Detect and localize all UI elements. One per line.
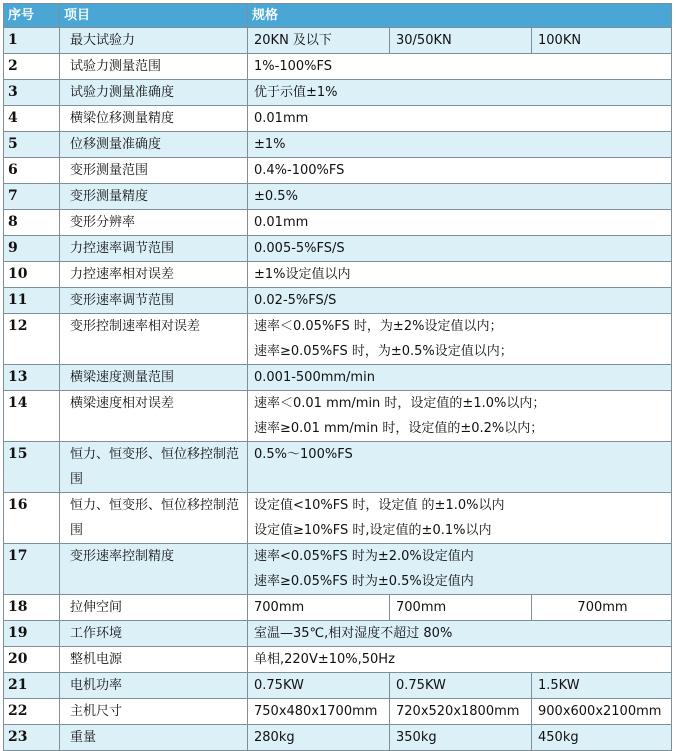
table-row [4, 647, 672, 673]
row-number: 20 [4, 647, 60, 673]
row-number: 5 [4, 132, 60, 158]
spec-value: 室温—35℃,相对湿度不超过 80% [248, 621, 672, 647]
table-row [4, 132, 672, 158]
table-row [4, 314, 672, 365]
table-row [4, 262, 672, 288]
spec-line: 速率<0.05%FS 时为±2.0%设定值内 [254, 549, 474, 564]
table-row [4, 673, 672, 699]
spec-value-col1: 0.75KW [248, 673, 390, 699]
row-number: 10 [4, 262, 60, 288]
spec-value: 1%-100%FS [248, 54, 672, 80]
header-no: 序号 [4, 4, 60, 28]
spec-value-col2: 0.75KW [390, 673, 532, 699]
spec-line: 速率≥0.05%FS 时，为±0.5%设定值以内； [254, 344, 513, 359]
header-spec: 规格 [248, 4, 672, 28]
table-row [4, 544, 672, 595]
spec-value-col2: 700mm [390, 595, 532, 621]
row-number: 15 [4, 442, 60, 493]
spec-value-col1: 700mm [248, 595, 390, 621]
row-number: 8 [4, 210, 60, 236]
item-name: 主机尺寸 [60, 699, 248, 725]
spec-value: 单相,220V±10%,50Hz [248, 647, 672, 673]
row-number: 14 [4, 391, 60, 442]
row-number: 16 [4, 493, 60, 544]
item-name: 力控速率调节范围 [60, 236, 248, 262]
row-number: 6 [4, 158, 60, 184]
spec-value-col3: 450kg [532, 725, 672, 751]
table-row [4, 158, 672, 184]
table-row [4, 493, 672, 544]
table-row [4, 365, 672, 391]
table-row [4, 184, 672, 210]
item-name: 横梁速度相对误差 [60, 391, 248, 442]
spec-value: 0.01mm [248, 210, 672, 236]
spec-value-col3: 100KN [532, 28, 672, 54]
item-name: 恒力、恒变形、恒位移控制范围 [60, 493, 248, 544]
spec-table [3, 3, 672, 751]
spec-value [248, 314, 672, 365]
header-row [4, 4, 672, 28]
item-name: 变形测量范围 [60, 158, 248, 184]
item-name: 最大试验力 [60, 28, 248, 54]
table-row [4, 210, 672, 236]
spec-value-col2: 30/50KN [390, 28, 532, 54]
table-row [4, 28, 672, 54]
spec-value: 0.02-5%FS/S [248, 288, 672, 314]
table-row [4, 595, 672, 621]
table-row [4, 699, 672, 725]
spec-value: 0.005-5%FS/S [248, 236, 672, 262]
spec-value-col3: 900x600x2100mm [532, 699, 672, 725]
item-name: 电机功率 [60, 673, 248, 699]
row-number: 7 [4, 184, 60, 210]
table-row [4, 80, 672, 106]
item-name: 试验力测量范围 [60, 54, 248, 80]
spec-value: ±1%设定值以内 [248, 262, 672, 288]
row-number: 18 [4, 595, 60, 621]
row-number: 23 [4, 725, 60, 751]
spec-value [248, 493, 672, 544]
spec-value [248, 391, 672, 442]
spec-value-col1: 750x480x1700mm [248, 699, 390, 725]
spec-line: 设定值≥10%FS 时,设定值的±0.1%以内 [254, 523, 492, 538]
table-row [4, 442, 672, 493]
spec-line: 速率＜0.01 mm/min 时，设定值的±1.0%以内； [254, 396, 546, 411]
table-row [4, 725, 672, 751]
spec-line: 速率≥0.01 mm/min 时，设定值的±0.2%以内； [254, 421, 544, 436]
item-name: 横梁速度测量范围 [60, 365, 248, 391]
item-name: 变形速率调节范围 [60, 288, 248, 314]
row-number: 22 [4, 699, 60, 725]
item-name: 重量 [60, 725, 248, 751]
spec-value: 0.001-500mm/min [248, 365, 672, 391]
row-number: 13 [4, 365, 60, 391]
item-name: 力控速率相对误差 [60, 262, 248, 288]
table-row [4, 621, 672, 647]
table-row [4, 288, 672, 314]
item-name: 恒力、恒变形、恒位移控制范围 [60, 442, 248, 493]
spec-line: 设定值<10%FS 时，设定值 的±1.0%以内 [254, 498, 505, 513]
item-name: 工作环境 [60, 621, 248, 647]
row-number: 12 [4, 314, 60, 365]
table-row [4, 391, 672, 442]
row-number: 9 [4, 236, 60, 262]
row-number: 21 [4, 673, 60, 699]
spec-value-col1: 20KN 及以下 [248, 28, 390, 54]
spec-line: 速率＜0.05%FS 时，为±2%设定值以内； [254, 319, 503, 334]
item-name: 变形速率控制精度 [60, 544, 248, 595]
item-name: 变形测量精度 [60, 184, 248, 210]
spec-value: ±0.5% [248, 184, 672, 210]
row-number: 17 [4, 544, 60, 595]
item-name: 拉伸空间 [60, 595, 248, 621]
row-number: 19 [4, 621, 60, 647]
row-number: 11 [4, 288, 60, 314]
spec-value-col1: 280kg [248, 725, 390, 751]
spec-value: 0.4%-100%FS [248, 158, 672, 184]
spec-value: 0.5%～100%FS [248, 442, 672, 493]
row-number: 4 [4, 106, 60, 132]
spec-value-col2: 720x520x1800mm [390, 699, 532, 725]
spec-value: 优于示值±1% [248, 80, 672, 106]
item-name: 变形控制速率相对误差 [60, 314, 248, 365]
spec-value-col2: 350kg [390, 725, 532, 751]
item-name: 横梁位移测量精度 [60, 106, 248, 132]
table-row [4, 236, 672, 262]
header-item: 项目 [60, 4, 248, 28]
spec-line: 速率≥0.05%FS 时为±0.5%设定值内 [254, 574, 474, 589]
item-name: 试验力测量准确度 [60, 80, 248, 106]
spec-value-col3: 700mm [532, 595, 672, 621]
item-name: 整机电源 [60, 647, 248, 673]
spec-value: ±1% [248, 132, 672, 158]
spec-value [248, 544, 672, 595]
spec-value: 0.01mm [248, 106, 672, 132]
spec-value-col3: 1.5KW [532, 673, 672, 699]
row-number: 3 [4, 80, 60, 106]
table-row [4, 54, 672, 80]
item-name: 位移测量准确度 [60, 132, 248, 158]
row-number: 1 [4, 28, 60, 54]
table-row [4, 106, 672, 132]
row-number: 2 [4, 54, 60, 80]
item-name: 变形分辨率 [60, 210, 248, 236]
